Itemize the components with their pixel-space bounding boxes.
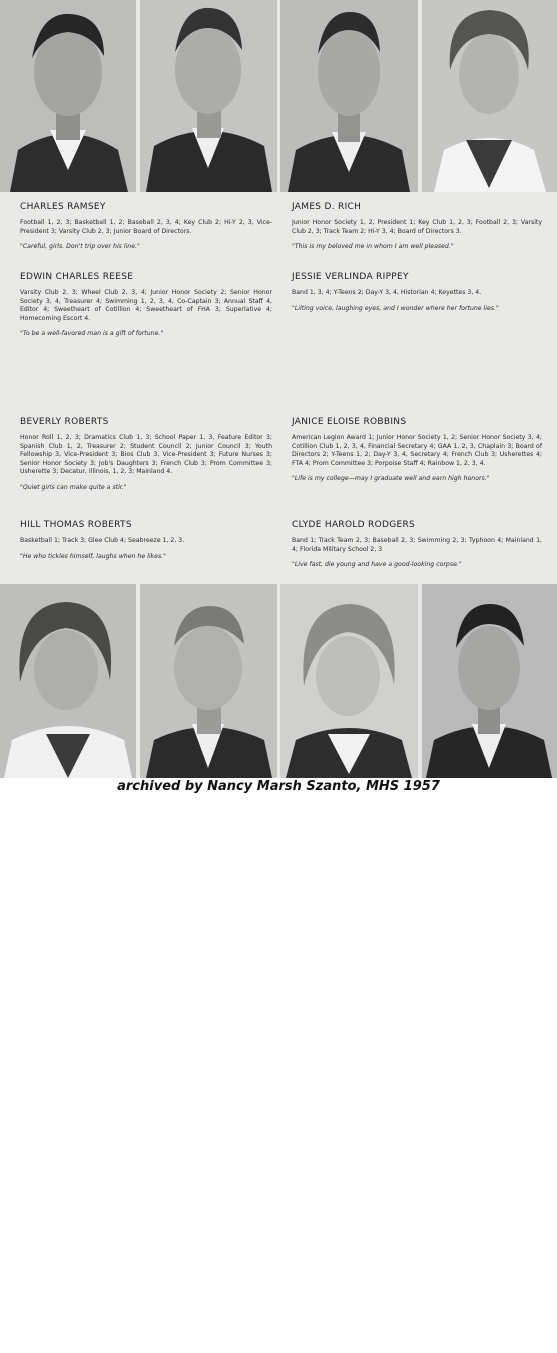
student-quote: "Live fast, die young and have a good-looking corpse." bbox=[292, 561, 462, 569]
archive-credit: archived by Nancy Marsh Szanto, MHS 1957 bbox=[117, 779, 440, 794]
portrait-photo-edwin-reese bbox=[140, 0, 277, 192]
student-activities: Honor Roll 1, 2, 3; Dramatics Club 1, 3; School Paper 1, 3, Feature Editor 3; Spanish Club 1, 2, Treasurer 2; Student Council 2; Junior Council 3; Youth Fellowship 3, Vice-President 3; Bios Club 3, Vice-President 3; Future Nurses 3; Senior Honor Society 3; Job's Daughters 3; French Club 3; Prom Committee 3; Usherette 3; Decatur, Illinois, 1, 2, 3; Mainland 4. bbox=[20, 434, 272, 476]
entry-james-rich bbox=[292, 202, 542, 252]
portrait-photo-jessie-rippey bbox=[422, 0, 557, 192]
portrait-photo-beverly-roberts bbox=[0, 584, 136, 778]
entry-janice-robbins bbox=[292, 417, 542, 484]
portrait-photo-james-rich bbox=[280, 0, 418, 192]
student-name: JAMES D. RICH bbox=[292, 202, 362, 212]
entry-edwin-reese bbox=[20, 272, 272, 339]
portrait-photo-charles-ramsey bbox=[0, 0, 136, 192]
page-number: 41 bbox=[539, 1344, 551, 1353]
student-name: HILL THOMAS ROBERTS bbox=[20, 520, 132, 530]
student-name: CHARLES RAMSEY bbox=[20, 202, 106, 212]
student-activities: Band 1; Track Team 2, 3; Baseball 2, 3; Swimming 2, 3; Typhoon 4; Mainland 1, 4; Florida Military School 2, 3 bbox=[292, 537, 542, 553]
student-activities: Varsity Club 2, 3; Wheel Club 2, 3, 4; Junior Honor Society 2; Senior Honor Society 3, 4, Treasurer 4; Swimming 1, 2, 3, 4, Co-Captain 3; Annual Staff 4, Editor 4; Sweetheart of Cotillion 4; Sweetheart of FHA 3; Superlative 4; Homecoming Escort 4. bbox=[20, 289, 272, 322]
entry-hill-roberts bbox=[20, 520, 272, 561]
student-name: CLYDE HAROLD RODGERS bbox=[292, 520, 416, 530]
portrait-photo-clyde-rodgers bbox=[422, 584, 557, 1353]
entry-jessie-rippey bbox=[292, 272, 542, 313]
student-quote: "To be a well-favored man is a gift of fortune." bbox=[20, 330, 164, 338]
student-activities: Football 1, 2, 3; Basketball 1, 2; Baseball 2, 3, 4; Key Club 2; Hi-Y 2, 3, Vice-President 3; Varsity Club 2, 3; Junior Board of Directors. bbox=[20, 219, 272, 235]
student-quote: "Careful, girls. Don't trip over his line." bbox=[20, 243, 140, 251]
student-activities: Basketball 1; Track 3; Glee Club 4; Seabreeze 1, 2, 3. bbox=[20, 537, 185, 544]
student-name: JANICE ELOISE ROBBINS bbox=[292, 417, 407, 427]
student-name: BEVERLY ROBERTS bbox=[20, 417, 109, 427]
student-quote: "Life is my college—may I graduate well and earn high honors." bbox=[292, 475, 490, 483]
student-quote: "Quiet girls can make quite a stir." bbox=[20, 483, 127, 491]
student-quote: "This is my beloved me in whom I am well pleased." bbox=[292, 243, 454, 251]
student-quote: "He who tickles himself, laughs when he likes." bbox=[20, 552, 166, 560]
student-quote: "Lilting voice, laughing eyes, and I wonder where her fortune lies." bbox=[292, 304, 499, 312]
student-activities: Band 1, 3, 4; Y-Teens 2; Day-Y 3, 4, Historian 4; Keyettes 3, 4. bbox=[292, 289, 482, 296]
portrait-photo-hill-roberts bbox=[140, 584, 277, 778]
student-activities: Junior Honor Society 1, 2, President 1; Key Club 1, 2, 3; Football 2, 3; Varsity Club 2, 3; Track Team 2; Hi-Y 3, 4; Board of Directors 3. bbox=[292, 219, 542, 235]
entry-beverly-roberts bbox=[20, 417, 272, 493]
portrait-photo-janice-robbins bbox=[280, 584, 418, 778]
student-activities: American Legion Award 1; Junior Honor Society 1, 2; Senior Honor Society 3, 4; Cotillion Club 1, 2, 3, 4, Financial Secretary 4; GAA 1, 2, 3, Chaplain 3; Board of Directors 2; Y-Teens 1, 2; Day-Y 3, 4, Secretary 4; French Club 3; Usherettes 4; FTA 4; Prom Committee 3; Porpoise Staff 4; Rainbow 1, 2, 3, 4. bbox=[292, 434, 542, 467]
entry-charles-ramsey bbox=[20, 202, 272, 252]
student-name: EDWIN CHARLES REESE bbox=[20, 272, 134, 282]
entry-clyde-rodgers bbox=[292, 520, 542, 570]
student-name: JESSIE VERLINDA RIPPEY bbox=[292, 272, 409, 282]
